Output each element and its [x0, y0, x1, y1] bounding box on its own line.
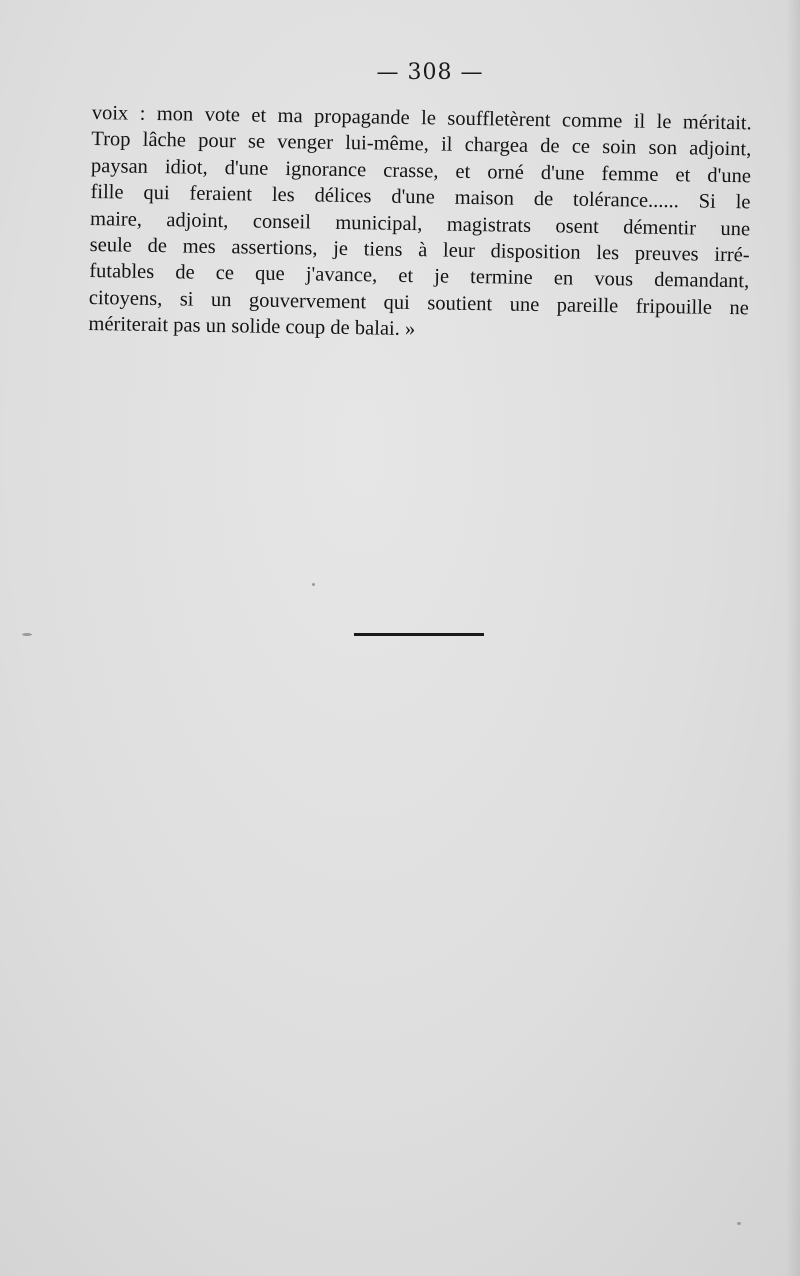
text-line: seule de mes assertions, je tiens à leur disposition les preuves irré- [89, 234, 750, 267]
page-number: — 308 — [376, 60, 484, 85]
text-line: Trop lâche pour se venger lui-même, il chargea de ce soin son adjoint, [91, 128, 752, 161]
text-line: mériterait pas un solide coup de balai. » [88, 313, 416, 341]
text-line: maire, adjoint, conseil municipal, magistrats osent démentir une [89, 207, 751, 240]
paper-speck [737, 1222, 741, 1225]
text-line: citoyens, si un gouvervement qui soutient une pareille fripouille ne [88, 286, 749, 320]
text-line: fille qui feraient les délices d'une maison de tolérance...... Si le [90, 181, 751, 214]
end-rule [354, 633, 484, 636]
body-text [88, 100, 752, 348]
paper-speck [22, 633, 32, 636]
text-line: paysan idiot, d'une ignorance crasse, et orné d'une femme et d'une [90, 154, 752, 188]
paper-speck [312, 583, 315, 586]
text-line: voix : mon vote et ma propagande le souffletèrent comme il le méritait. [91, 101, 752, 135]
text-line: futables de ce que j'avance, et je termine en vous demandant, [89, 260, 750, 293]
page-edge-shadow [786, 0, 800, 1276]
